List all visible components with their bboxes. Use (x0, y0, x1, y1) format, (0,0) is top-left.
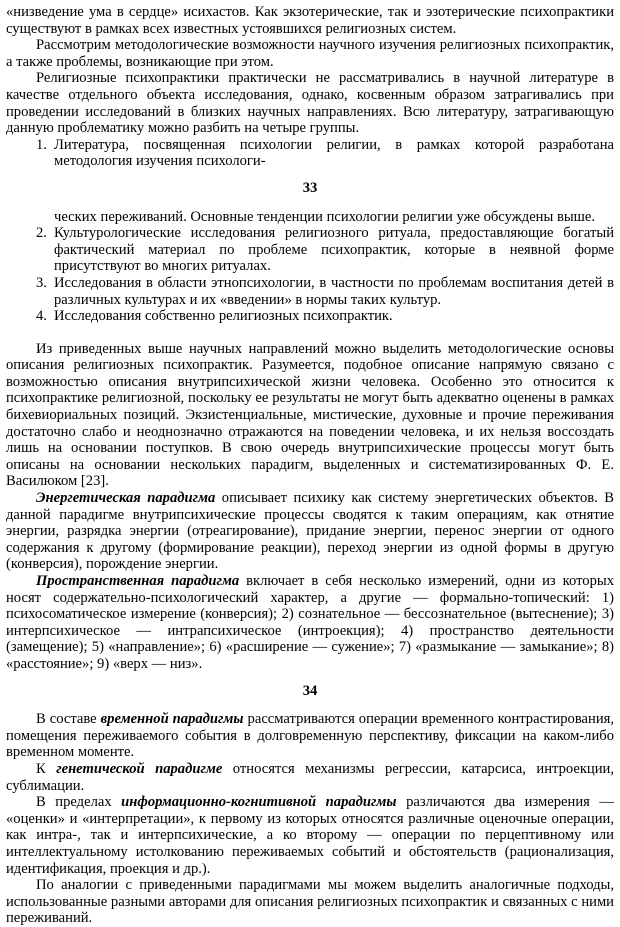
list-item: 2. Культурологические исследования религиозного ритуала, предоставляющие богатый фактический материал по проблеме психопрактик, которые в неявной форме присутствуют во многих ритуалах. (36, 225, 614, 275)
term-energy-paradigm: Энергетическая парадигма (36, 490, 216, 507)
term-info-cognitive-paradigm: информационно-когнитивной парадигмы (121, 794, 397, 811)
list-item: 3. Исследования в области этнопсихологии, в частности по проблемам воспитания детей в различных культурах и их «введении» в нормы таких культур. (36, 274, 614, 308)
paragraph-10: По аналогии с приведенными парадигмами мы можем выделить аналогичные подходы, использованные разными авторами для описания религиозных психопрактик и связанных с ними переживаний. (6, 877, 614, 927)
paragraph-1: «низведение ума в сердце» исихастов. Как экзотерические, так и эзотерические психопрактики существуют в рамках всех известных устоявшихся религиозных систем. (6, 4, 614, 37)
page-number: 34 (302, 682, 318, 699)
term-genetic-paradigm: генетической парадигме (56, 760, 223, 777)
paragraph-4: Из приведенных выше научных направлений можно выделить методологические основы описания религиозных психопрактик. Разумеется, подобное описание напрямую связано с возможностью описания внутрипсихической жизни человека. Особенно это относится к психопрактике религиозной, поскольку ее результаты не могут быть адекватно оценены в рамках бихевиориальных позиций. Экзистенциальные, мистические, духовные и прочие переживания достаточно слабо и неоднозначно отражаются на поведении человека, и их нельзя воссоздать лишь на основании поступков. В свою очередь внутрипсихические процессы могут быть описаны на основании нескольких парадигм, выделенных и систематизированных Ф. Е. Василюком [23]. (6, 340, 614, 490)
paragraph-2: Рассмотрим методологические возможности научного изучения религиозных психопрактик, а также проблемы, возникающие при этом. (6, 37, 614, 70)
paragraph-3: Религиозные психопрактики практически не рассматривались в научной литературе в качестве отдельного объекта исследования, однако, косвенным образом затрагивались при проведении исследований в близких научных направлениях. Всю литературу, затрагивающую данную проблематику можно разбить на четыре группы. (6, 70, 614, 137)
page-number: 33 (302, 179, 318, 196)
spacer (6, 325, 614, 341)
paragraph-energy-paradigm: Энергетическая парадигма описывает психику как систему энергетических объектов. В данной парадигме внутрипсихические процессы сводятся к таким операциям, как отнятие энергии, разрядка энергии (отреагирование), придание энергии, перенос энергии от одного содержания к другому (формирование реакции), переход энергии из одной формы в другую (конверсия), порождение энергии. (6, 490, 614, 573)
literature-groups-list-continued (6, 225, 614, 325)
paragraph-time-paradigm: В составе временной парадигмы рассматриваются операции временного контрастирования, помещения переживаемого события в долговременную перспективу, фиксации на каком-либо временном моменте. (6, 711, 615, 761)
list-item: 4. Исследования собственно религиозных психопрактик. (36, 308, 393, 325)
paragraph-info-cognitive-paradigm: В пределах информационно-когнитивной парадигмы различаются два измерения — «оценки» и «интерпретации», к первому из которых относятся различные оценочные операции, как интра-, так и интерпсихические, а ко второму — операции по перцептивному или интеллектуальному истолкованию переживаемых событий и обстоятельств (рационализация, идентификация, проекция и др.). (6, 794, 614, 877)
paragraph-space-paradigm: Пространственная парадигма включает в себя несколько измерений, одни из которых носят содержательно-психологический характер, а другие — формально-топический: 1) психосоматическое измерение (конверсия); 2) сознательное — бессознательное (вытеснение); 3) интерпсихическое — интрапсихическое (интроекция); 4) пространство деятельности (замещение); 5) «направление»; 6) «расширение — сужение»; 7) «размыкание — замыкание»; 8) «расстояние»; 9) «верх — низ». (6, 573, 614, 672)
list-item-continuation: ческих переживаний. Основные тенденции психологии религии уже обсуждены выше. (54, 208, 596, 225)
term-time-paradigm: временной парадигмы (100, 711, 244, 728)
literature-groups-list (6, 137, 614, 170)
paragraph-genetic-paradigm: К генетической парадигме относятся механизмы регрессии, катарсиса, интроекции, сублимации. (6, 760, 614, 794)
term-space-paradigm: Пространственная парадигма (36, 573, 240, 589)
list-item: 1. Литература, посвященная психологии религии, в рамках которой разработана методология изучения психологи- (36, 136, 614, 170)
